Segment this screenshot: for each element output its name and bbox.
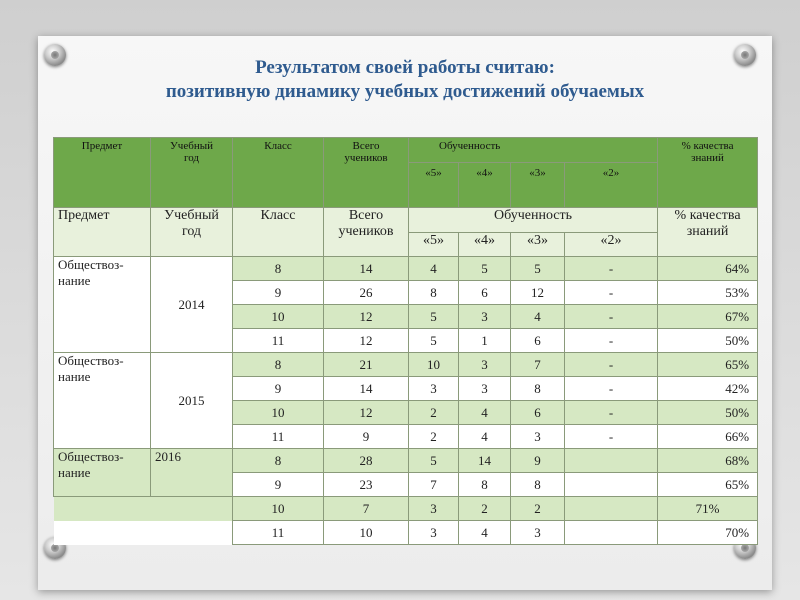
g4-cell: 4 [459, 401, 511, 425]
header-year: Учебный год [151, 138, 233, 208]
g2-cell [565, 521, 658, 545]
quality-cell: 71% [658, 497, 758, 521]
table-row [54, 521, 758, 545]
g4-cell: 3 [459, 377, 511, 401]
g4-cell: 1 [459, 329, 511, 353]
quality-cell: 53% [658, 281, 758, 305]
class-cell: 8 [233, 449, 324, 473]
total-cell: 26 [324, 281, 409, 305]
total-cell: 23 [324, 473, 409, 497]
g3-cell: 6 [511, 329, 565, 353]
g3-cell: 9 [511, 449, 565, 473]
total-cell: 9 [324, 425, 409, 449]
g3-cell: 12 [511, 281, 565, 305]
header2-quality: % качества знаний [658, 208, 758, 257]
title-line-2: позитивную динамику учебных достижений обучаемых [165, 81, 645, 102]
title-line-1: Результатом своей работы считаю: [255, 57, 555, 78]
total-cell: 14 [324, 377, 409, 401]
header2-g5: «5» [409, 233, 459, 257]
quality-cell: 66% [658, 425, 758, 449]
class-cell: 8 [233, 257, 324, 281]
header2-g3: «3» [511, 233, 565, 257]
header-g5: «5» [409, 163, 459, 208]
g3-cell: 3 [511, 425, 565, 449]
quality-cell: 50% [658, 329, 758, 353]
class-cell: 11 [233, 521, 324, 545]
subject-cell-2016: Обществоз- нание [54, 449, 151, 497]
g2-cell [565, 497, 658, 521]
header2-total: Всего учеников [324, 208, 409, 257]
g5-cell: 4 [409, 257, 459, 281]
empty-cell [54, 521, 151, 545]
header-subject: Предмет [54, 138, 151, 208]
g2-cell: - [565, 353, 658, 377]
g5-cell: 8 [409, 281, 459, 305]
quality-cell: 68% [658, 449, 758, 473]
class-cell: 9 [233, 473, 324, 497]
header-total: Всего учеников [324, 138, 409, 208]
g3-cell: 4 [511, 305, 565, 329]
g2-cell: - [565, 305, 658, 329]
g3-cell: 6 [511, 401, 565, 425]
g5-cell: 10 [409, 353, 459, 377]
quality-cell: 65% [658, 473, 758, 497]
header2-subject: Предмет [54, 208, 151, 257]
header2-g4: «4» [459, 233, 511, 257]
g5-cell: 3 [409, 377, 459, 401]
g4-cell: 6 [459, 281, 511, 305]
g4-cell: 14 [459, 449, 511, 473]
empty-cell [151, 521, 233, 545]
quality-cell: 64% [658, 257, 758, 281]
header2-learning: Обученность [409, 208, 658, 233]
header2-year: Учебный год [151, 208, 233, 257]
quality-cell: 65% [658, 353, 758, 377]
year-cell-2015: 2015 [151, 353, 233, 449]
g4-cell: 5 [459, 257, 511, 281]
year-cell-2014: 2014 [151, 257, 233, 353]
g3-cell: 7 [511, 353, 565, 377]
total-cell: 12 [324, 401, 409, 425]
empty-cell [151, 497, 233, 521]
g2-cell: - [565, 281, 658, 305]
g3-cell: 2 [511, 497, 565, 521]
table-row [54, 449, 758, 473]
quality-cell: 70% [658, 521, 758, 545]
quality-cell: 42% [658, 377, 758, 401]
class-cell: 9 [233, 281, 324, 305]
total-cell: 14 [324, 257, 409, 281]
g4-cell: 4 [459, 425, 511, 449]
subject-cell-2014: Обществоз- нание [54, 257, 151, 353]
g4-cell: 3 [459, 353, 511, 377]
g5-cell: 5 [409, 449, 459, 473]
g3-cell: 3 [511, 521, 565, 545]
g3-cell: 8 [511, 377, 565, 401]
header-g3: «3» [511, 163, 565, 208]
subject-cell-2015: Обществоз- нание [54, 353, 151, 449]
g2-cell: - [565, 329, 658, 353]
total-cell: 7 [324, 497, 409, 521]
empty-cell [54, 497, 151, 521]
total-cell: 10 [324, 521, 409, 545]
class-cell: 9 [233, 377, 324, 401]
g5-cell: 2 [409, 425, 459, 449]
g2-cell [565, 449, 658, 473]
g2-cell: - [565, 401, 658, 425]
header2-class: Класс [233, 208, 324, 257]
header-class: Класс [233, 138, 324, 208]
g2-cell: - [565, 377, 658, 401]
quality-cell: 67% [658, 305, 758, 329]
header-row-green-1 [54, 138, 758, 163]
class-cell: 10 [233, 401, 324, 425]
g4-cell: 2 [459, 497, 511, 521]
g5-cell: 5 [409, 329, 459, 353]
g2-cell: - [565, 257, 658, 281]
g5-cell: 2 [409, 401, 459, 425]
total-cell: 12 [324, 305, 409, 329]
page-title [38, 56, 772, 104]
header2-g2: «2» [565, 233, 658, 257]
header-learning: Обученность [409, 138, 658, 163]
class-cell: 10 [233, 497, 324, 521]
g3-cell: 8 [511, 473, 565, 497]
g5-cell: 5 [409, 305, 459, 329]
g4-cell: 4 [459, 521, 511, 545]
year-cell-2016: 2016 [151, 449, 233, 497]
g2-cell [565, 473, 658, 497]
table-row [54, 257, 758, 281]
total-cell: 21 [324, 353, 409, 377]
g4-cell: 8 [459, 473, 511, 497]
class-cell: 11 [233, 329, 324, 353]
header-g2: «2» [565, 163, 658, 208]
class-cell: 11 [233, 425, 324, 449]
g5-cell: 7 [409, 473, 459, 497]
class-cell: 10 [233, 305, 324, 329]
quality-cell: 50% [658, 401, 758, 425]
g3-cell: 5 [511, 257, 565, 281]
g5-cell: 3 [409, 521, 459, 545]
header-g4: «4» [459, 163, 511, 208]
table-row [54, 353, 758, 377]
class-cell: 8 [233, 353, 324, 377]
header-row-light-1 [54, 208, 758, 233]
table-row [54, 497, 758, 521]
header-quality: % качества знаний [658, 138, 758, 208]
g4-cell: 3 [459, 305, 511, 329]
total-cell: 12 [324, 329, 409, 353]
total-cell: 28 [324, 449, 409, 473]
results-table [53, 137, 758, 545]
g5-cell: 3 [409, 497, 459, 521]
g2-cell: - [565, 425, 658, 449]
